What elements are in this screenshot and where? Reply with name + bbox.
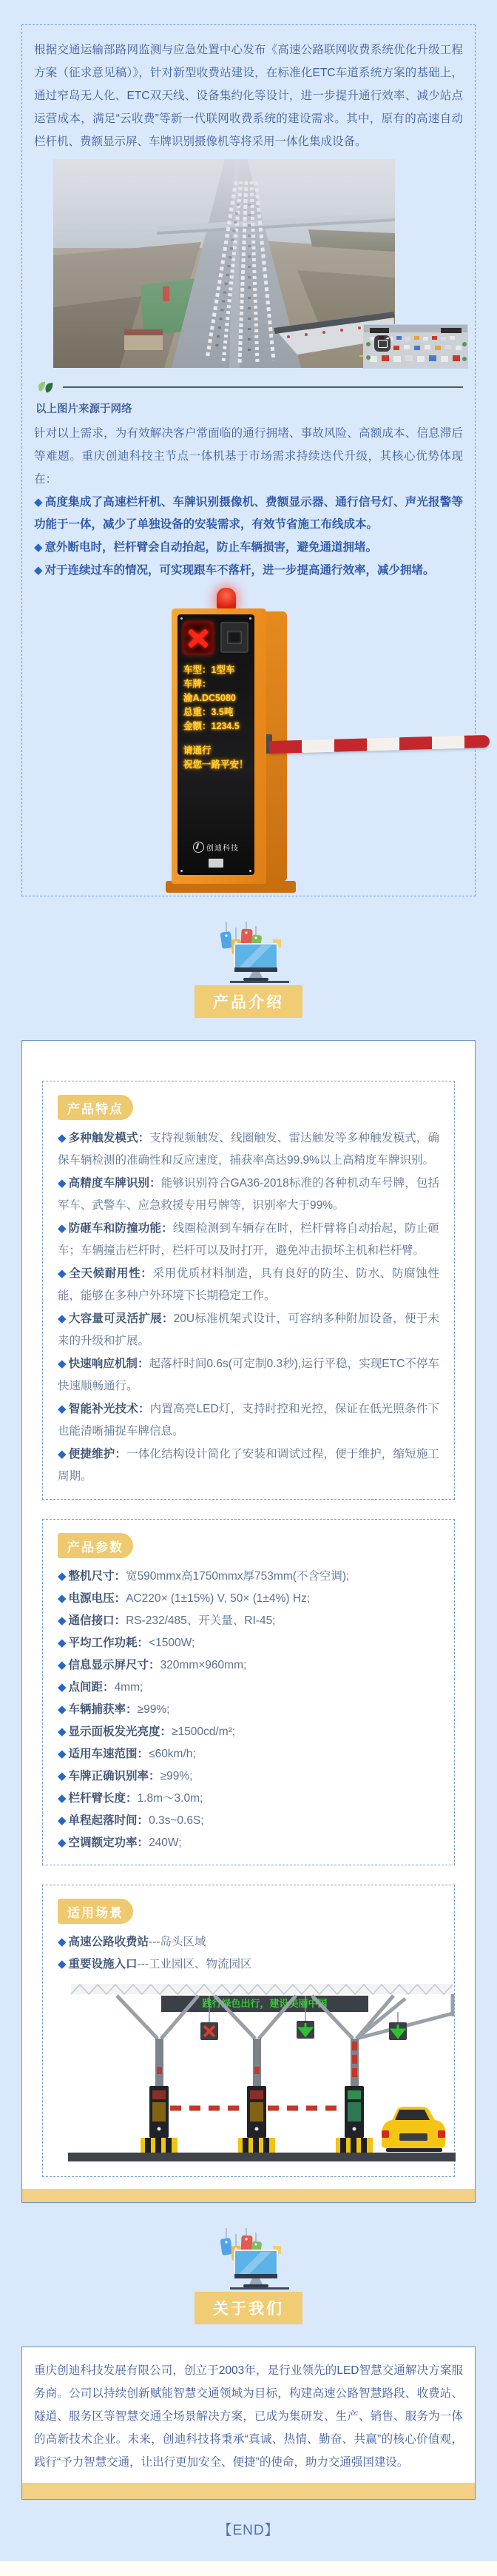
diamond-bullet-icon: ◆	[58, 1837, 67, 1849]
scenarios-box	[42, 1885, 455, 2177]
monitor-tags-icon	[208, 2228, 289, 2290]
toll-plaza-photo-collage	[53, 159, 470, 374]
gallery-icon[interactable]	[374, 335, 390, 352]
feature-item: ◆ 全天候耐用性：采用优质材料制造，具有良好的防尘、防水、防腐蚀性能，能够在多种户外环境下长期稳定工作。	[58, 1267, 439, 1302]
red-x-icon	[183, 622, 213, 654]
diamond-bullet-icon: ◆	[58, 1792, 67, 1805]
spec-item: ◆ 车辆捕获率：≥99%;	[58, 1703, 170, 1716]
diamond-bullet-icon: ◆	[58, 1958, 67, 1970]
feature-item: ◆ 智能补光技术：内置高亮LED灯，支持时控和光控，保证在低光照条件下也能清晰捕捉车牌信息。	[58, 1403, 439, 1438]
spec-item: ◆ 平均工作功耗：<1500W;	[58, 1637, 195, 1649]
diamond-bullet-icon: ◆	[58, 1592, 67, 1605]
about-bottom-band	[22, 2483, 475, 2499]
lane-machine	[238, 2039, 337, 2156]
diamond-bullet-icon: ◆	[58, 1936, 67, 1948]
feature-item: ◆ 快速响应机制：起落杆时间0.6s(可定制0.3秒),运行平稳，实现ETC不停车快速顺畅通行。	[58, 1358, 439, 1392]
diamond-bullet-icon: ◆	[58, 1659, 67, 1671]
machine-front-panel	[178, 614, 254, 875]
diamond-bullet-icon: ◆	[58, 1814, 67, 1827]
intro-bullet: ◆ 高度集成了高速栏杆机、车牌识别摄像机、费额显示器、通行信号灯、声光报警等功能于一体，减少了单独设备的安装需求，有效节省施工布线成本。	[34, 496, 463, 531]
spec-item: ◆ 单程起落时间：0.3s~0.6S;	[58, 1814, 204, 1827]
lane-machine	[141, 2039, 240, 2156]
scenario-item: ◆ 重要设施入口---工业园区、物流园区	[58, 1958, 252, 1970]
divider-rule	[63, 386, 463, 388]
spec-item: ◆ 显示面板发光亮度：≥1500cd/m²;	[58, 1725, 236, 1738]
diamond-bullet-icon: ◆	[58, 1637, 67, 1649]
monitor-tags-icon	[208, 922, 289, 984]
feature-item: ◆ 便捷维护：一体化结构设计简化了安装和调试过程，便于维护，缩短施工周期。	[58, 1448, 439, 1483]
lane-signal-green-arrow-icon	[389, 2022, 407, 2040]
diamond-bullet-icon: ◆	[58, 1132, 67, 1144]
diamond-bullet-icon: ◆	[58, 1267, 67, 1280]
page-bottom-strip	[0, 2561, 497, 2576]
diamond-bullet-icon: ◆	[58, 1358, 67, 1370]
toll-gate-illustration[interactable]	[58, 1984, 466, 2161]
diamond-bullet-icon: ◆	[58, 1570, 67, 1583]
camera-window	[220, 622, 248, 653]
spec-item: ◆ 点间距：4mm;	[58, 1681, 143, 1694]
end-label: 【END】	[217, 2523, 280, 2538]
brand-logo-icon	[193, 842, 204, 853]
diamond-bullet-icon: ◆	[58, 1614, 67, 1627]
diamond-bullet-icon: ◆	[34, 541, 43, 554]
canopy-banner-text: 践行绿色出行，建设美丽中国	[202, 1998, 328, 2009]
specs-tab: 产品参数	[58, 1533, 133, 1558]
lane-signal-green-arrow-icon	[297, 2021, 314, 2039]
intro-bullet: ◆ 对于连续过车的情况，可实现跟车不落杆，进一步提高通行效率，减少拥堵。	[34, 564, 435, 577]
scenario-item: ◆ 高速公路收费站---岛头区域	[58, 1936, 206, 1948]
features-box	[42, 1081, 455, 1500]
machine-cabinet	[172, 608, 266, 884]
intro-section	[21, 24, 476, 896]
spec-item: ◆ 栏杆臂长度：1.8m～3.0m;	[58, 1792, 203, 1805]
diamond-bullet-icon: ◆	[58, 1403, 67, 1415]
spec-item: ◆ 空调额定功率：240W;	[58, 1837, 182, 1849]
lane-machine	[336, 2039, 373, 2156]
intro-bullet: ◆ 意外断电时，栏杆臂会自动抬起，防止车辆损害，避免通道拥堵。	[34, 541, 378, 554]
diamond-bullet-icon: ◆	[34, 496, 43, 509]
about-paragraph: 重庆创迪科技发展有限公司，创立于2003年，是行业领先的LED智慧交通解决方案服务商。公司以持续创新赋能智慧交通领域为目标，构建高速公路智慧路段、收费站、隧道、服务区等智慧交通全场景解决方案，已成为集研发、生产、销售、服务为一体的高新技术企业。未来，创迪科技将秉承“真诚、热情、勤奋、共赢”的核心价值观，践行“予力智慧交通，让出行更加安全、便捷”的使命，助力交通强国建设。	[34, 2364, 463, 2469]
diamond-bullet-icon: ◆	[34, 564, 43, 577]
section-divider-about	[0, 2228, 497, 2324]
diamond-bullet-icon: ◆	[58, 1312, 67, 1325]
section-banner-product: 产品介绍	[195, 985, 302, 1018]
diamond-bullet-icon: ◆	[58, 1681, 67, 1694]
spec-item: ◆ 适用车速范围：≤60km/h;	[58, 1748, 196, 1760]
diamond-bullet-icon: ◆	[58, 1177, 67, 1190]
diamond-bullet-icon: ◆	[58, 1725, 67, 1738]
spec-item: ◆ 整机尺寸：宽590mmx高1750mmx厚753mm(不含空调);	[58, 1570, 350, 1583]
section-divider-product	[0, 922, 497, 1018]
about-card	[21, 2347, 476, 2500]
feature-item: ◆ 多种触发模式：支持视频触发、线圈触发、雷达触发等多种触发模式，确保车辆检测的准确性和反应速度，捕获率高达99.9%以上高精度车牌识别。	[58, 1132, 439, 1167]
feature-item: ◆ 高精度车牌识别：能够识别符合GA36-2018标准的各种机动车号牌，包括军车、武警车、应急救援专用号牌等，识别率大于99%。	[58, 1177, 439, 1212]
spec-item: ◆ 通信接口：RS-232/485、开关量、RI-45;	[58, 1614, 276, 1627]
car-illustration	[382, 2107, 445, 2152]
spec-item: ◆ 车牌正确识别率：≥99%;	[58, 1770, 193, 1782]
barrier-arm	[269, 735, 490, 754]
led-display: 车型：1型车 车牌： 渝A.DC5080 总重：3.5吨 金额：1234.5 请通行 祝您一路平安！	[183, 665, 248, 770]
diamond-bullet-icon: ◆	[58, 1222, 67, 1235]
card-bottom-band	[22, 2189, 475, 2202]
caption-divider	[34, 380, 463, 395]
scenarios-tab: 适用场景	[58, 1899, 133, 1924]
lane-signal-red-x-icon	[200, 2022, 218, 2040]
barrier-machine-photo[interactable]	[34, 586, 463, 894]
feature-item: ◆ 大容量可灵活扩展：20U标准机架式设计，可容纳多种附加设备，便于未来的升级和扩展。	[58, 1312, 439, 1347]
features-tab: 产品特点	[58, 1095, 133, 1120]
diamond-bullet-icon: ◆	[58, 1448, 67, 1460]
diamond-bullet-icon: ◆	[58, 1748, 67, 1760]
diamond-bullet-icon: ◆	[58, 1703, 67, 1716]
spec-item: ◆ 信息显示屏尺寸：320mm×960mm;	[58, 1659, 247, 1671]
intro-paragraph-1: 根据交通运输部路网监测与应急处置中心发布《高速公路联网收费系统优化升级工程方案（征求意见稿）》，针对新型收费站建设，在标准化ETC车道系统方案的基础上，通过窄岛无人化、ETC双天线、设备集约化等设计，进一步提升通行效率、减少站点运营成本，满足“云收费”等新一代联网收费系统的建设需求。其中，原有的高速自动栏杆机、费额显示屏、车牌识别摄像机等将采用一体化集成设备。	[34, 44, 463, 148]
product-detail-card	[21, 1040, 476, 2203]
section-banner-about: 关于我们	[195, 2292, 302, 2324]
specs-box	[42, 1519, 455, 1865]
aerial-toll-plaza-photo[interactable]	[53, 159, 395, 368]
photo-caption: 以上图片来源于网络	[36, 403, 132, 415]
brand-logo-row: 创迪科技	[178, 842, 254, 853]
spec-item: ◆ 电源电压：AC220× (1±15%) V, 50× (1±4%) Hz;	[58, 1592, 311, 1605]
leaves-icon	[34, 380, 58, 395]
diamond-bullet-icon: ◆	[58, 1770, 67, 1782]
feature-item: ◆ 防砸车和防撞功能：线圈检测到车辆存在时，栏杆臂将自动抬起，防止砸车；车辆撞击栏杆时，栏杆可以及时打开，避免冲击损坏主机和栏杆臂。	[58, 1222, 439, 1257]
panel-sticker	[209, 859, 223, 868]
intro-paragraph-2: 针对以上需求，为有效解决客户常面临的通行拥堵、事故风险、高额成本、信息滞后等难题。重庆创迪科技主节点一体机基于市场需求持续迭代升级，其核心优势体现在：	[34, 427, 463, 486]
alarm-beacon	[217, 588, 236, 610]
